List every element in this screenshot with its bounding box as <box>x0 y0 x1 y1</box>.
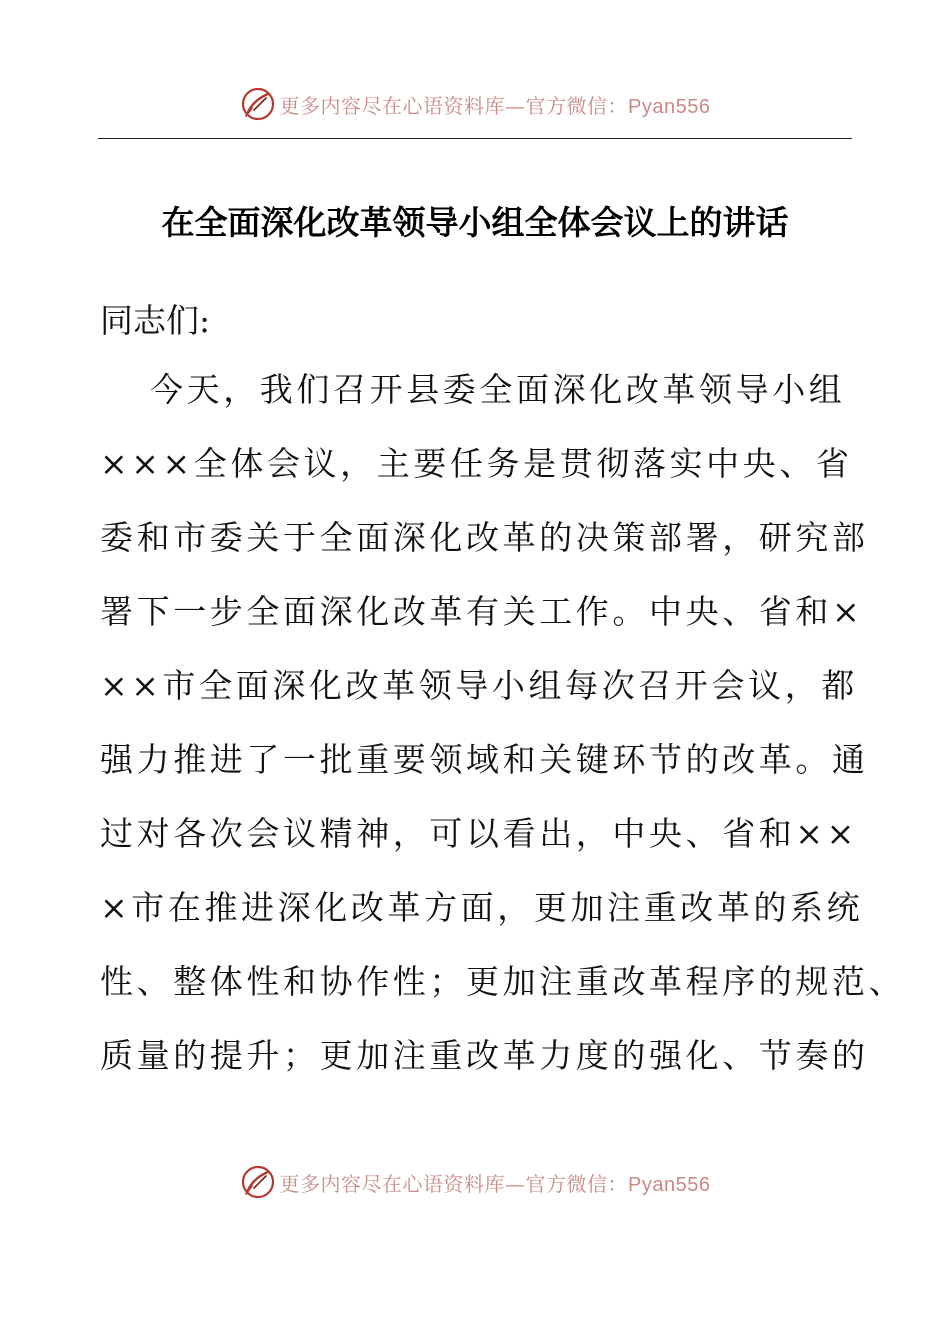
wechat-id: Pyan556 <box>628 95 711 118</box>
banner-text <box>280 90 711 119</box>
body-paragraph <box>100 364 906 1104</box>
body-line: ×××全体会议，主要任务是贯彻落实中央、省 <box>100 444 853 483</box>
pen-logo-icon <box>240 1164 276 1200</box>
body-line: 委和市委关于全面深化改革的决策部署，研究部 <box>100 518 869 557</box>
body-line: ××市全面深化改革领导小组每次召开会议，都 <box>100 666 858 705</box>
body-line: 今天，我们召开县委全面深化改革领导小组 <box>150 370 846 409</box>
banner-message: 更多内容尽在心语资料库—官方微信： <box>279 1171 629 1196</box>
body-line: 过对各次会议精神，可以看出，中央、省和×× <box>100 814 858 853</box>
header-banner <box>0 84 950 124</box>
header-divider <box>98 138 852 139</box>
salutation: 同志们: <box>100 301 211 340</box>
body-line: ×市在推进深化改革方面，更加注重改革的系统 <box>100 888 864 927</box>
wechat-id: Pyan556 <box>628 1173 711 1196</box>
document-title: 在全面深化改革领导小组全体会议上的讲话 <box>161 203 789 242</box>
footer-banner <box>0 1162 950 1202</box>
pen-logo-icon <box>240 86 276 122</box>
banner-message: 更多内容尽在心语资料库—官方微信： <box>279 93 629 118</box>
body-line: 署下一步全面深化改革有关工作。中央、省和× <box>100 592 864 631</box>
body-line: 强力推进了一批重要领域和关键环节的改革。通 <box>100 740 869 779</box>
banner-text <box>280 1168 711 1197</box>
body-line: 性、整体性和协作性；更加注重改革程序的规范、 <box>100 962 906 1001</box>
body-line: 质量的提升；更加注重改革力度的强化、节奏的 <box>100 1036 869 1075</box>
